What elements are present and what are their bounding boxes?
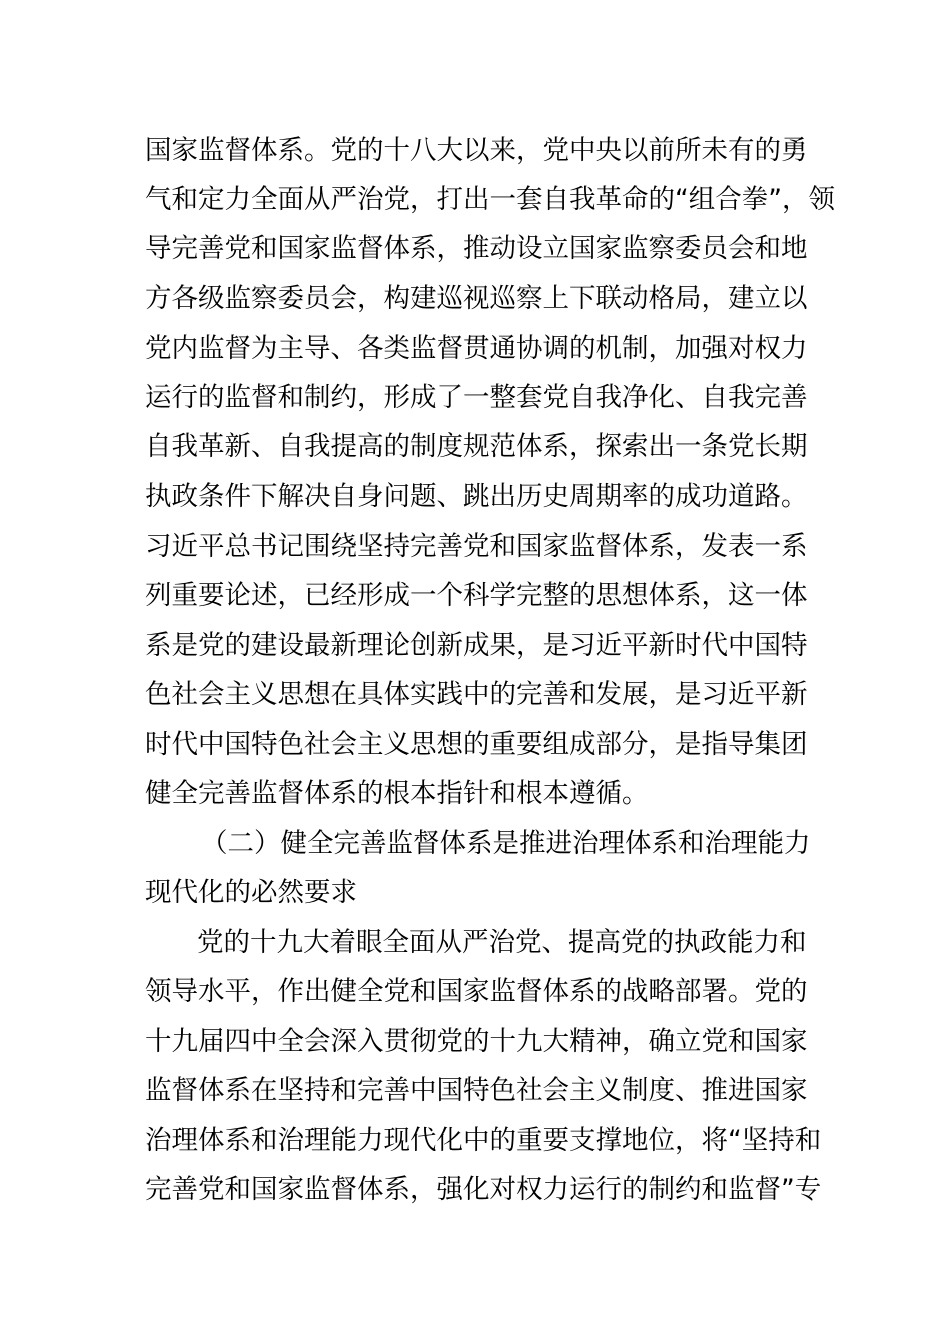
- text-line: 运行的监督和制约，形成了一整套党自我净化、自我完善: [145, 382, 808, 413]
- text-line: 完善党和国家监督体系，强化对权力运行的制约和监督”专: [145, 1174, 822, 1205]
- text-line: 方各级监察委员会，构建巡视巡察上下联动格局，建立以: [145, 283, 808, 314]
- text-line: 党内监督为主导、各类监督贯通协调的机制，加强对权力: [145, 333, 808, 364]
- text-line: 自我革新、自我提高的制度规范体系，探索出一条党长期: [145, 431, 808, 462]
- text-line: 监督体系在坚持和完善中国特色社会主义制度、推进国家: [145, 1075, 808, 1106]
- text-line: 国家监督体系。党的十八大以来，党中央以前所未有的勇: [145, 135, 808, 166]
- text-line: 十九届四中全会深入贯彻党的十九大精神，确立党和国家: [145, 1026, 808, 1057]
- text-line: 健全完善监督体系的根本指针和根本遵循。: [145, 778, 649, 809]
- section-heading-line: （二）健全完善监督体系是推进治理体系和治理能力: [201, 828, 811, 859]
- paragraph-first-line: 党的十九大着眼全面从严治党、提高党的执政能力和: [197, 927, 807, 958]
- text-line: 导完善党和国家监督体系，推动设立国家监察委员会和地: [145, 233, 808, 264]
- text-line: 色社会主义思想在具体实践中的完善和发展，是习近平新: [145, 679, 808, 710]
- text-line: 系是党的建设最新理论创新成果，是习近平新时代中国特: [145, 630, 808, 661]
- text-line: 执政条件下解决自身问题、跳出历史周期率的成功道路。: [145, 481, 808, 512]
- text-line: 列重要论述，已经形成一个科学完整的思想体系，这一体: [145, 580, 808, 611]
- text-line: 治理体系和治理能力现代化中的重要支撑地位，将“坚持和: [145, 1125, 822, 1156]
- section-heading-line: 现代化的必然要求: [145, 877, 357, 908]
- text-line: 习近平总书记围绕坚持完善党和国家监督体系，发表一系: [145, 531, 808, 562]
- text-line: 时代中国特色社会主义思想的重要组成部分，是指导集团: [145, 729, 808, 760]
- text-line: 领导水平，作出健全党和国家监督体系的战略部署。党的: [145, 976, 808, 1007]
- text-line: 气和定力全面从严治党，打出一套自我革命的“组合拳”，领: [145, 184, 835, 215]
